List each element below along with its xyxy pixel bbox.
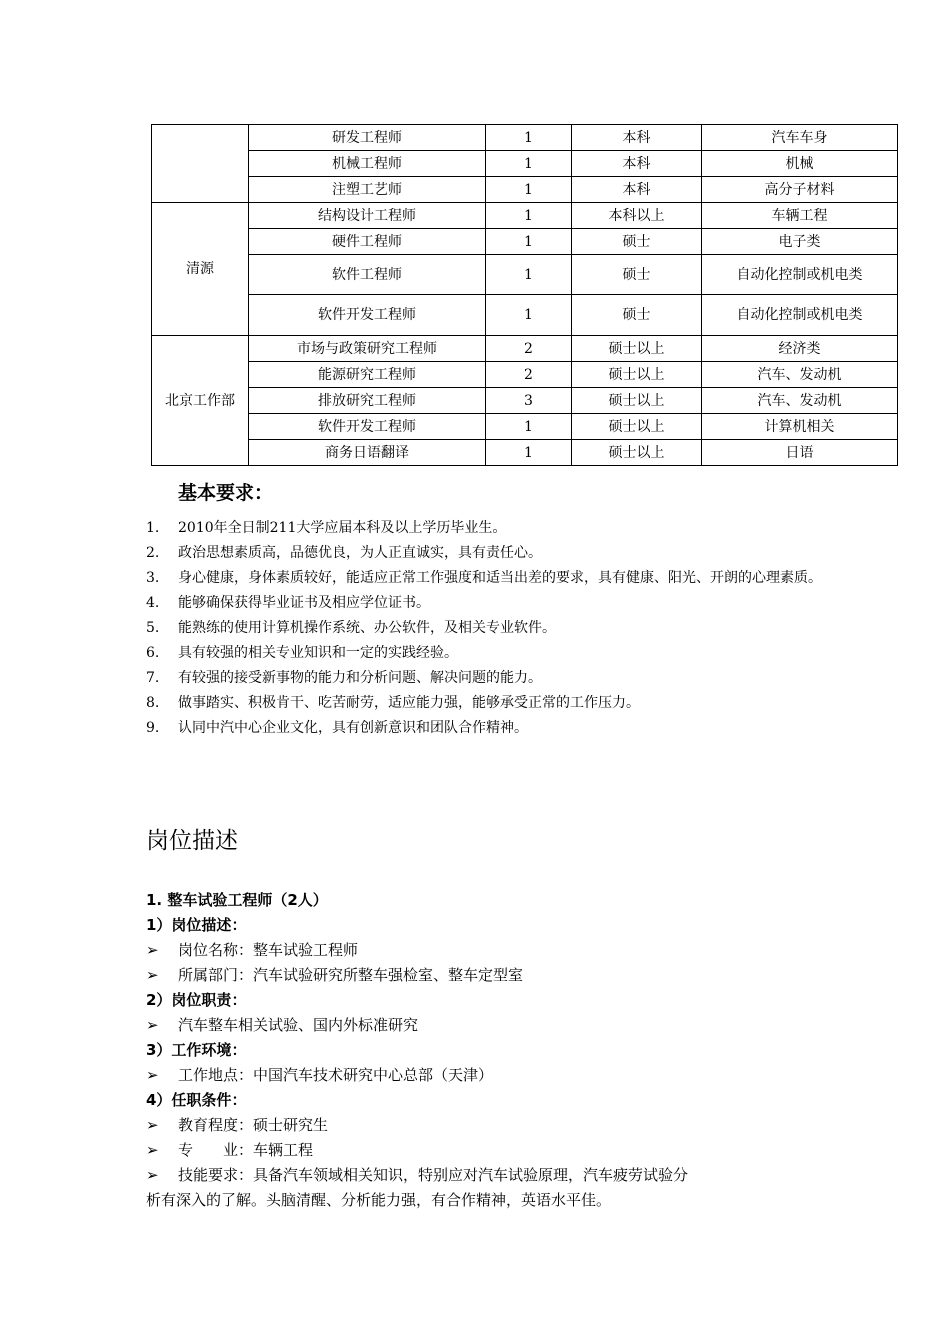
bullet-text: 工作地点：中国汽车技术研究中心总部（天津）	[178, 1066, 494, 1084]
position-cell: 软件开发工程师	[249, 295, 486, 336]
section-title: 2）岗位职责：	[146, 991, 247, 1009]
arrow-bullet-icon: ➢	[146, 941, 159, 959]
bullet-text: 技能要求：具备汽车领域相关知识，特别应对汽车试验原理，汽车疲劳试验分	[178, 1166, 689, 1184]
education-cell: 本科	[572, 125, 702, 151]
bullet-item	[146, 1163, 826, 1188]
count-cell: 1	[486, 177, 572, 203]
item-text: 认同中汽中心企业文化，具有创新意识和团队合作精神。	[178, 720, 528, 736]
education-cell: 硕士	[572, 255, 702, 295]
item-text: 身心健康，身体素质较好，能适应正常工作强度和适当出差的要求，具有健康、阳光、开朗的心理素质。	[178, 570, 822, 586]
list-item	[146, 566, 866, 591]
position-cell: 软件开发工程师	[249, 414, 486, 440]
list-item	[146, 591, 866, 616]
position-cell: 软件工程师	[249, 255, 486, 295]
list-item	[146, 616, 866, 641]
department-cell: 北京工作部	[152, 336, 249, 466]
item-text: 有较强的接受新事物的能力和分析问题、解决问题的能力。	[178, 670, 542, 686]
table-row	[152, 255, 898, 295]
major-cell: 日语	[702, 440, 898, 466]
count-cell: 1	[486, 229, 572, 255]
count-cell: 1	[486, 203, 572, 229]
major-cell: 电子类	[702, 229, 898, 255]
count-cell: 1	[486, 151, 572, 177]
major-cell: 自动化控制或机电类	[702, 255, 898, 295]
item-text: 2010年全日制211大学应届本科及以上学历毕业生。	[178, 520, 507, 536]
section-title: 3）工作环境：	[146, 1041, 247, 1059]
bullet-item	[146, 1063, 826, 1088]
bullet-text: 汽车整车相关试验、国内外标准研究	[178, 1016, 419, 1034]
position-cell: 能源研究工程师	[249, 362, 486, 388]
arrow-bullet-icon: ➢	[146, 1166, 159, 1184]
department-cell	[152, 125, 249, 203]
table-row	[152, 229, 898, 255]
position-cell: 市场与政策研究工程师	[249, 336, 486, 362]
education-cell: 硕士以上	[572, 388, 702, 414]
bullet-text: 所属部门：汽车试验研究所整车强检室、整车定型室	[178, 966, 524, 984]
major-cell: 经济类	[702, 336, 898, 362]
table-row	[152, 336, 898, 362]
major-cell: 高分子材料	[702, 177, 898, 203]
arrow-bullet-icon: ➢	[146, 966, 159, 984]
major-cell: 汽车车身	[702, 125, 898, 151]
table-row	[152, 203, 898, 229]
item-number: 3.	[146, 570, 160, 586]
education-cell: 硕士以上	[572, 336, 702, 362]
department-cell: 清源	[152, 203, 249, 336]
education-cell: 本科以上	[572, 203, 702, 229]
position-cell: 硬件工程师	[249, 229, 486, 255]
position-cell: 注塑工艺师	[249, 177, 486, 203]
requirements-list	[146, 516, 866, 741]
arrow-bullet-icon: ➢	[146, 1066, 159, 1084]
arrow-bullet-icon: ➢	[146, 1141, 159, 1159]
list-item	[146, 541, 866, 566]
table-row	[152, 388, 898, 414]
item-text: 政治思想素质高，品德优良，为人正直诚实，具有责任心。	[178, 545, 542, 561]
education-cell: 硕士以上	[572, 414, 702, 440]
item-text: 做事踏实、积极肯干、吃苦耐劳，适应能力强，能够承受正常的工作压力。	[178, 695, 640, 711]
table-row	[152, 177, 898, 203]
item-text: 能够确保获得毕业证书及相应学位证书。	[178, 595, 430, 611]
item-number: 4.	[146, 595, 160, 611]
item-number: 7.	[146, 670, 160, 686]
position-cell: 结构设计工程师	[249, 203, 486, 229]
list-item	[146, 641, 866, 666]
table-row	[152, 414, 898, 440]
item-number: 2.	[146, 545, 160, 561]
list-item	[146, 516, 866, 541]
list-item	[146, 716, 866, 741]
count-cell: 1	[486, 295, 572, 336]
recruitment-table	[151, 124, 898, 466]
major-cell: 机械	[702, 151, 898, 177]
table-row	[152, 295, 898, 336]
count-cell: 3	[486, 388, 572, 414]
bullet-text: 专 业：车辆工程	[178, 1141, 314, 1159]
section-title: 1）岗位描述：	[146, 916, 247, 934]
item-text: 能熟练的使用计算机操作系统、办公软件，及相关专业软件。	[178, 620, 556, 636]
section-title: 4）任职条件：	[146, 1091, 247, 1109]
bullet-text: 岗位名称：整车试验工程师	[178, 941, 359, 959]
job-description-heading: 岗位描述	[146, 828, 238, 854]
bullet-item	[146, 1013, 826, 1038]
table-row	[152, 362, 898, 388]
education-cell: 硕士以上	[572, 440, 702, 466]
item-text: 具有较强的相关专业知识和一定的实践经验。	[178, 645, 458, 661]
item-number: 5.	[146, 620, 160, 636]
bullet-text: 教育程度：硕士研究生	[178, 1116, 329, 1134]
count-cell: 2	[486, 336, 572, 362]
job-title: 1. 整车试验工程师（2人）	[146, 891, 328, 909]
education-cell: 本科	[572, 177, 702, 203]
list-item	[146, 666, 866, 691]
bullet-item	[146, 1113, 826, 1138]
table-row	[152, 125, 898, 151]
bullet-continuation: 析有深入的了解。头脑清醒、分析能力强，有合作精神，英语水平佳。	[146, 1191, 612, 1209]
item-number: 6.	[146, 645, 160, 661]
education-cell: 硕士	[572, 229, 702, 255]
table-row	[152, 151, 898, 177]
position-cell: 机械工程师	[249, 151, 486, 177]
list-item	[146, 691, 866, 716]
item-number: 1.	[146, 520, 160, 536]
item-number: 8.	[146, 695, 160, 711]
education-cell: 本科	[572, 151, 702, 177]
position-cell: 排放研究工程师	[249, 388, 486, 414]
major-cell: 汽车、发动机	[702, 388, 898, 414]
count-cell: 1	[486, 414, 572, 440]
table-row	[152, 440, 898, 466]
position-cell: 商务日语翻译	[249, 440, 486, 466]
count-cell: 1	[486, 125, 572, 151]
count-cell: 1	[486, 255, 572, 295]
education-cell: 硕士以上	[572, 362, 702, 388]
major-cell: 计算机相关	[702, 414, 898, 440]
arrow-bullet-icon: ➢	[146, 1116, 159, 1134]
major-cell: 自动化控制或机电类	[702, 295, 898, 336]
major-cell: 车辆工程	[702, 203, 898, 229]
bullet-item	[146, 938, 826, 963]
item-number: 9.	[146, 720, 160, 736]
job-description	[146, 888, 826, 1213]
bullet-item	[146, 963, 826, 988]
position-cell: 研发工程师	[249, 125, 486, 151]
count-cell: 2	[486, 362, 572, 388]
education-cell: 硕士	[572, 295, 702, 336]
bullet-item	[146, 1138, 826, 1163]
major-cell: 汽车、发动机	[702, 362, 898, 388]
count-cell: 1	[486, 440, 572, 466]
arrow-bullet-icon: ➢	[146, 1016, 159, 1034]
basic-requirements-heading: 基本要求：	[178, 482, 274, 504]
